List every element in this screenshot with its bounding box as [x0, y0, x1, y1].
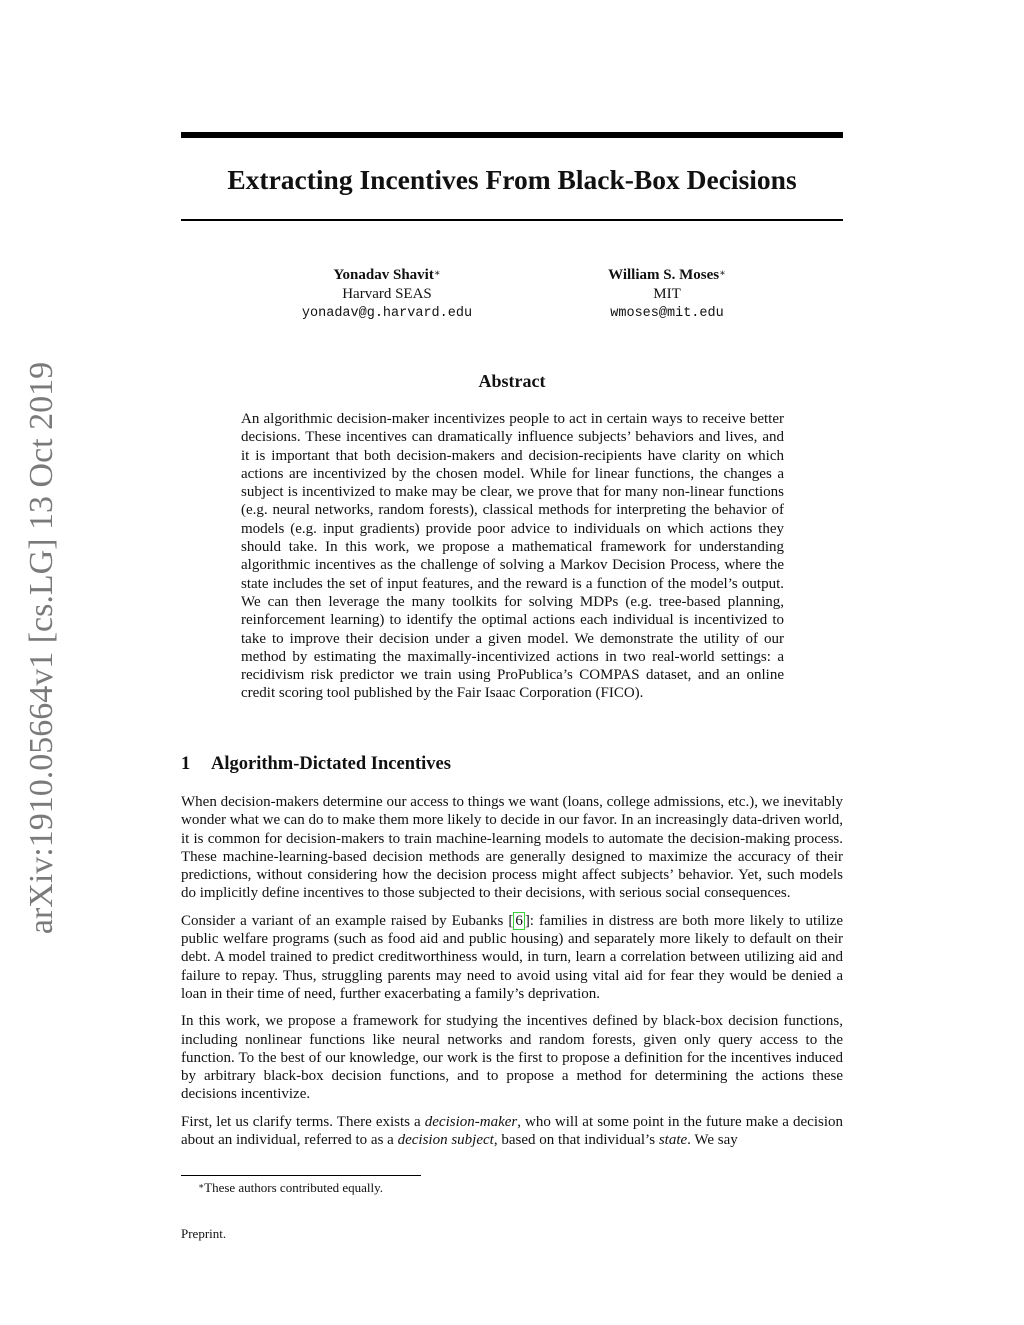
footnote-rule — [181, 1175, 421, 1176]
title-top-rule — [181, 132, 843, 138]
author-name: William S. Moses — [608, 267, 720, 283]
paragraph-1: When decision-makers determine our access to things we want (loans, college admissions, etc.), we inevitably wonder what we can do to make them more likely to decide in our favor. In an increasingly data-driven world, it is common for decision-makers to train machine-learning models to automate the decision-making process. These machine-learning-based decision methods are generally designed to maximize the accuracy of their predictions, without considering how the decision process might affect subjects’ behavior. Yet, such models do implicitly define incentives to those subjected to their decisions, with serious social consequences. — [181, 794, 843, 902]
paragraph-text: . We say — [687, 1132, 738, 1149]
preprint-label: Preprint. — [181, 1226, 227, 1241]
citation-link[interactable]: 6 — [515, 912, 523, 929]
title-bottom-rule — [181, 219, 843, 221]
footnote-mark: ∗ — [198, 1181, 205, 1191]
author-mark: ∗ — [433, 268, 441, 279]
paragraph-text: Consider a variant of an example raised by Eubanks [ — [181, 912, 514, 929]
author-email[interactable]: wmoses@mit.edu — [610, 306, 724, 321]
author-mark: ∗ — [719, 268, 726, 279]
emphasized-term: decision subject — [397, 1132, 494, 1149]
paper-title: Extracting Incentives From Black-Box Decisions — [227, 164, 797, 195]
author-affiliation: MIT — [653, 286, 681, 302]
paragraph-4 — [181, 1113, 843, 1150]
abstract-text: An algorithmic decision-maker incentivizes people to act in certain ways to receive better decisions. These incentives can dramatically influence subjects’ behaviors and lives, and it is important that both decision-makers and decision-recipients have clarity on which actions are incentivized by the chosen model. While for linear functions, the changes a subject is incentivized to make may be clear, we prove that for many non-linear functions (e.g. neural networks, random forests), classical methods for interpreting the behavior of models (e.g. input gradients) provide poor advice to individuals on which actions they should take. In this work, we propose a mathematical framework for understanding algorithmic incentives as the challenge of solving a Markov Decision Process, where the state includes the set of input features, and the reward is a function of the model’s output. We can then leverage the many toolkits for solving MDPs (e.g. tree-based planning, reinforcement learning) to identify the optimal actions each individual is incentivized to take to improve their decision under a given model. We demonstrate the utility of our method by estimating the maximally-incentivized actions in two real-world settings: a recidivism risk predictor we train using ProPublica’s COMPAS dataset, and an online credit scoring tool published by the Fair Isaac Corporation (FICO). — [241, 411, 784, 702]
author-block-2 — [537, 266, 797, 323]
section-heading — [181, 752, 451, 776]
author-block-1 — [257, 266, 517, 323]
paragraph-text: First, let us clarify terms. There exists a — [181, 1113, 425, 1130]
paragraph-text: , based on that individual’s — [493, 1132, 659, 1149]
footnote — [198, 1180, 383, 1196]
abstract-heading: Abstract — [478, 371, 546, 391]
author-email[interactable]: yonadav@g.harvard.edu — [301, 306, 473, 321]
paragraph-text: ]: families in distress are both more likely to utilize public welfare programs (such as food aid and public housing) and separately more likely to default on their debt. A model trained to predict creditworthiness would, in turn, learn a correlation between utilizing aid and failure to repay. Thus, struggling parents may need to avoid using vital aid for fear they would be denied a loan in their time of need, further exacerbating a family’s deprivation. — [181, 912, 843, 1002]
paragraph-text: , who will at some point in the future make a decision about an individual, referred to as a — [181, 1113, 843, 1149]
section-number: 1 — [181, 754, 191, 774]
footnote-text: These authors contributed equally. — [204, 1180, 384, 1195]
emphasized-term: decision-maker — [424, 1113, 518, 1130]
section-body — [181, 793, 843, 1158]
section-title: Algorithm-Dictated Incentives — [211, 754, 451, 774]
emphasized-term: state — [658, 1132, 688, 1149]
arxiv-sidebar-stamp: arXiv:1910.05664v1 [cs.LG] 13 Oct 2019 — [23, 361, 60, 935]
author-name: Yonadav Shavit — [333, 267, 434, 283]
paragraph-3: In this work, we propose a framework for studying the incentives defined by black-box decision functions, including nonlinear functions like neural networks and random forests, given only query access to the function. To the best of our knowledge, our work is the first to propose a definition for the incentives induced by arbitrary black-box decision functions, and to propose a method for determining the actions these decisions incentivize. — [181, 1013, 843, 1103]
author-affiliation: Harvard SEAS — [342, 286, 432, 302]
paragraph-2 — [181, 912, 843, 1003]
